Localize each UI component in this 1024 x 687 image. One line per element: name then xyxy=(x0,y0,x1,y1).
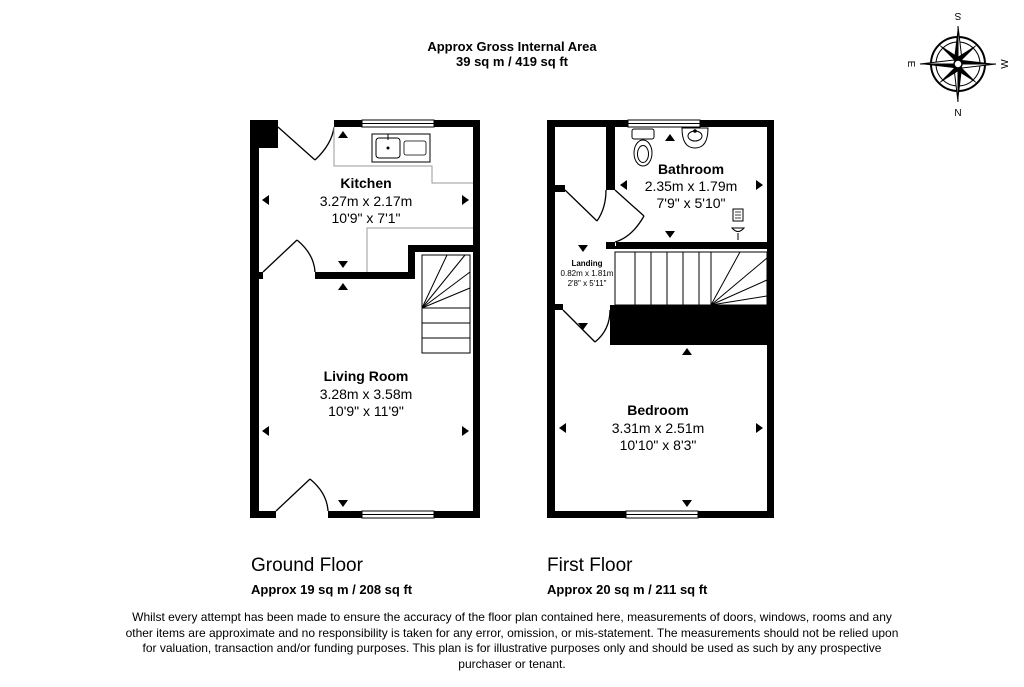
kitchen-metric: 3.27m x 2.17m xyxy=(319,193,413,209)
living-room-name: Living Room xyxy=(323,368,409,384)
kitchen-sink-icon xyxy=(372,134,430,162)
ground-floor-area: Approx 19 sq m / 208 sq ft xyxy=(251,582,413,597)
compass-label-n: N xyxy=(954,108,962,119)
landing-imperial: 2'8" x 5'11" xyxy=(567,279,607,288)
kitchen-living-door xyxy=(263,240,297,272)
ground-floor-label: Ground Floor xyxy=(251,555,363,576)
bedroom-name: Bedroom xyxy=(627,402,689,418)
bedroom-imperial: 10'10" x 8'3" xyxy=(619,437,697,453)
living-room-window xyxy=(362,511,434,518)
toilet-icon xyxy=(632,129,654,166)
bathroom-door xyxy=(615,190,644,216)
landing-cupboard-door xyxy=(565,190,597,221)
ground-floor-plan xyxy=(250,119,480,519)
landing-metric: 0.82m x 1.81m xyxy=(560,269,614,278)
disclaimer-text: Whilst every attempt has been made to ensure the accuracy of the floor plan contained here, measurements of doors, windows, rooms and any other items are approximate and no responsibility is taken for any error, omission, or mis-statement. The measurements should not be relied upon for valuation, transaction and/or funding purposes. This plan is for illustrative purposes only and should be used as such by any prospective purchaser or tenant. xyxy=(125,610,899,671)
bedroom-door xyxy=(563,310,595,342)
bathroom-metric: 2.35m x 1.79m xyxy=(644,178,738,194)
living-room-imperial: 10'9" x 11'9" xyxy=(328,403,404,419)
first-floor-staircase xyxy=(615,252,767,305)
gross-area-title: Approx Gross Internal Area xyxy=(427,39,597,54)
bedroom-window xyxy=(626,511,698,518)
room-living-room xyxy=(320,368,413,419)
bathroom-imperial: 7'9" x 5'10" xyxy=(656,195,726,211)
gross-area-total: 39 sq m / 419 sq ft xyxy=(456,54,568,69)
compass-label-w: W xyxy=(1000,59,1011,69)
kitchen-entry-door xyxy=(278,127,315,160)
bedroom-metric: 3.31m x 2.51m xyxy=(611,420,705,436)
kitchen-imperial: 10'9" x 7'1" xyxy=(331,210,401,226)
room-kitchen xyxy=(320,175,413,226)
landing-name: Landing xyxy=(571,259,603,268)
first-floor-label: First Floor xyxy=(547,555,633,576)
bathroom-window xyxy=(628,120,700,127)
first-floor-plan xyxy=(546,120,774,518)
compass-label-s: S xyxy=(954,10,962,21)
room-bathroom xyxy=(645,161,738,211)
front-door xyxy=(276,479,310,511)
room-bedroom xyxy=(612,402,705,453)
kitchen-window xyxy=(362,120,434,127)
wash-basin-icon xyxy=(682,128,708,148)
room-landing xyxy=(561,259,614,288)
bathroom-name: Bathroom xyxy=(657,161,725,177)
ground-floor-staircase xyxy=(422,255,470,353)
compass-rose-icon xyxy=(905,10,1011,119)
shower-icon xyxy=(732,209,744,240)
living-room-metric: 3.28m x 3.58m xyxy=(319,386,413,402)
compass-label-e: E xyxy=(905,60,916,68)
kitchen-name: Kitchen xyxy=(340,175,392,191)
first-floor-area: Approx 20 sq m / 211 sq ft xyxy=(547,582,708,597)
